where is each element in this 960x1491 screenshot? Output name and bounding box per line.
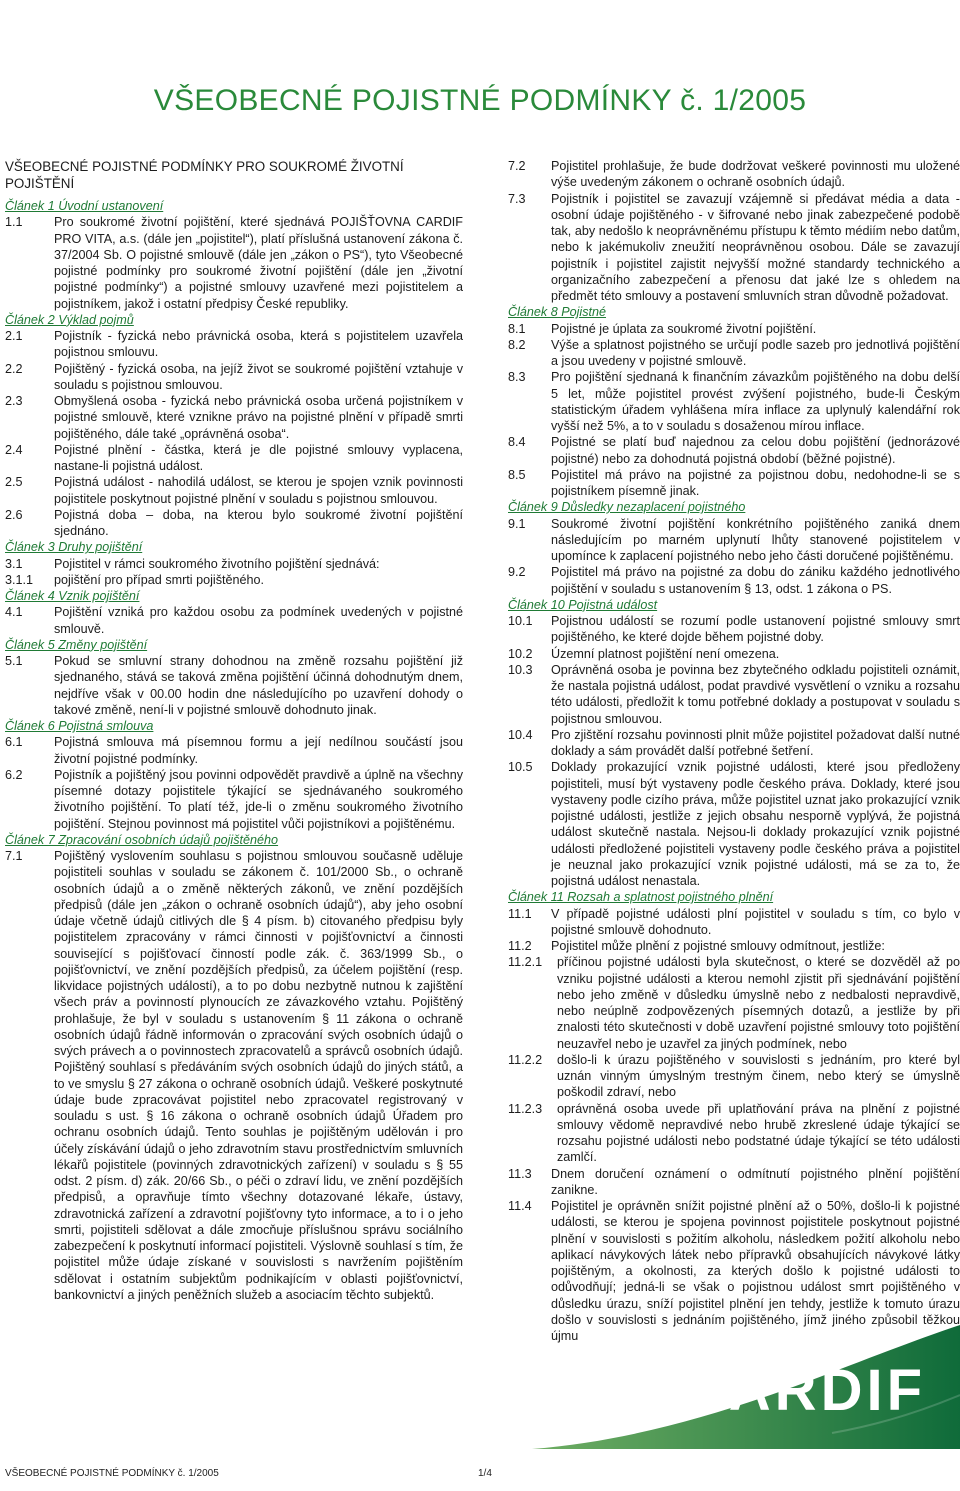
clause	[5, 556, 463, 572]
clause	[5, 507, 463, 540]
article-heading: Článek 9 Důsledky nezaplacení pojistného	[508, 500, 746, 515]
clause	[508, 158, 960, 191]
clause-text: Pro soukromé životní pojištění, které sjednává POJIŠŤOVNA CARDIF PRO VITA, a.s. (dále jen „pojistitel“), platí příslušná ustanovení zákona č. 37/2004 Sb. O pojistné smlouvě (dále jen „zákon o PS“), tyto Všeobecné pojistné podmínky pro soukromé životní pojištění (dále jen „životní pojistné podmínky“) a pojistné smlouvy uzavřené mezi pojistitelem a pojistníkem, jakož i ostatní předpisy České republiky.	[54, 215, 463, 311]
clause	[5, 604, 463, 637]
clause-number: 7.3	[508, 191, 526, 206]
clause	[5, 328, 463, 361]
clause-number: 8.1	[508, 321, 526, 336]
clause	[5, 214, 463, 312]
clause	[508, 954, 960, 1052]
clause-text: Pokud se smluvní strany dohodnou na změně rozsahu pojištění již sjednaného, stává se taková změna pojištění účinná dohodnutým dnem, nejdříve však v 00.00 hodin dne následujícího po uzavření dohody o takové změně, není-li v pojistné smlouvě dohodnuto jinak.	[54, 654, 463, 717]
logo-wordmark: CARDIF	[682, 1358, 926, 1423]
clause-text: Pojistné plnění - částka, která je dle pojistné smlouvy vyplacena, nastane-li pojistná událost.	[54, 442, 463, 473]
clause-number: 2.5	[5, 475, 23, 490]
document-subtitle: VŠEOBECNÉ POJISTNÉ PODMÍNKY PRO SOUKROMÉ ŽIVOTNÍ POJIŠTĚNÍ	[5, 159, 404, 191]
article-heading: Článek 10 Pojistná událost	[508, 597, 658, 612]
clause-number: 9.2	[508, 565, 526, 580]
cardif-logo	[512, 1325, 960, 1449]
article-heading: Článek 3 Druhy pojištění	[5, 540, 143, 555]
clause-text: Pojistitel prohlašuje, že bude dodržovat veškeré povinnosti mu uložené výše uvedeným zákonem o ochraně osobních údajů.	[551, 159, 960, 190]
clause	[508, 906, 960, 939]
clause	[5, 361, 463, 394]
clause-number: 2.3	[5, 394, 23, 408]
page-title: VŠEOBECNÉ POJISTNÉ PODMÍNKY č. 1/2005	[153, 84, 807, 117]
clause	[508, 1198, 960, 1344]
clause-text: Dnem doručení oznámení o odmítnutí pojistného plnění pojištění zanikne.	[551, 1166, 960, 1197]
clause	[508, 938, 960, 954]
clause	[508, 369, 960, 434]
clause-number: 8.3	[508, 370, 526, 385]
clause-text: příčinou pojistné události byla skutečnost, o které se dozvěděl až po vzniku pojistné události a kterou nemohl zjistit při sjednávání pojištění nebo jeho změně v důsledku úmyslně nebo z nedbalosti nepravdivě, nebo neúplně zodpovězených písemných dotazů, a jestliže by při znalosti této skutečnosti v době uzavření pojistné smlouvy toto pojištění neuzavřel nebo je uzavřel za jiných podmínek, nebo	[557, 955, 960, 1051]
clause-text: Soukromé životní pojištění konkrétního pojištěného zaniká dnem následujícím po marném uplynutí lhůty stanovené pojistitelem v upomínce k zaplacení pojistného nebo jeho části doručené pojištěnému.	[551, 516, 960, 563]
clause	[5, 767, 463, 832]
clause-text: Výše a splatnost pojistného se určují podle sazeb pro jednotlivá pojištění a jsou uvedeny v pojistné smlouvě.	[551, 337, 960, 368]
clause-text: Pojistitel je oprávněn snížit pojistné plnění až o 50%, došlo-li k pojistné události, se kterou je spojena povinnost pojistitele poskytnout pojistné plnění v souvislosti s požitím alkoholu, následkem požití alkoholu nebo aplikací návykových látek nebo přípravků obsahujících návykové látky pojištěným, a okolnosti, za kterých došlo k pojistné události to odůvodňují; jedná-li se však o pojistnou událost smrt pojištěného v důsledku úrazu, sníží pojistitel plnění jen tehdy, jestliže k tomuto úrazu došlo v souvislosti s jednáním pojištěného, jímž jiného způsobil těžkou újmu	[551, 1199, 960, 1343]
clause-text: Pro pojištění sjednaná k finančním závazkům pojištěného na dobu delší 5 let, může pojistitel provést zvýšení pojistného, bude-li Českým statistickým úřadem vyhlášena míra inflace za uplynulý kalendářní rok vyšší než 5%, a to v souladu s dosaženou mírou inflace.	[551, 370, 960, 433]
clause-text: Pojištěný vyslovením souhlasu s pojistnou smlouvou současně uděluje pojistiteli souhlas v souladu se zákonem č. 101/2000 Sb., o ochraně osobních údajů a o změně některých zákonů, ve znění pozdějších předpisů (dále jen „zákon o ochraně osobních údajů“), aby jeho osobní údaje včetně údajů citlivých dle § 4 písm. b) citovaného předpisu byly pojistitelem zpracovány v rámci činnosti v pojišťovnictví a činnosti související s pojišťovací činností podle zák. č. 363/1999 Sb., o pojišťovnictví, ve znění pozdějších předpisů, za účelem pojištění (resp. likvidace pojistných událostí), a to po dobu nezbytně nutnou k zajištění všech práv a povinností plynoucích ze závazkového vztahu. Pojištěný prohlašuje, že byl v souladu s ustanovením § 11 zákona o ochraně osobních údajů řádně informován o zpracování svých osobních údajů o svých právech a o povinnostech zpracovatelů a správců osobních údajů. Pojištěný souhlasí s předáváním svých osobních údajů do jiných států, a to ve smyslu § 27 zákona o ochraně osobních údajů. Veškeré poskytnuté údaje bude zpracovávat pojistitel nebo zpracovatel registrovaný v souladu s ust. § 16 zákona o ochraně osobních údajů Úřadem pro ochranu osobních údajů. Tento souhlas je pojištěným udělován i pro účely získávání údajů o jeho zdravotním stavu prostřednictvím smluvních lékařů pojistitele (povinných zdravotnických zařízení) v souladu s § 55 odst. 2 písm. d) zák. 20/66 Sb., o péči o zdraví lidu, ve znění pozdějších předpisů, a opravňuje tímto všechny dotazované lékaře, ústavy, zdravotnická zařízení a zdravotní pojišťovny tyto informace, a to i o jeho smrti, pojistiteli sdělovat a dále zmocňuje příslušnou správu sociálního zabezpečení k poskytnutí informací pojistiteli. Výslovně souhlasí s tím, že pojistitel může údaje získané v souvislosti s navržením pojištěním sdělovat i ostatním subjektům podnikajícím v oblasti pojišťovnictví, bankovnictví a jiných peněžních služeb a asociacím těchto subjektů.	[54, 849, 463, 1302]
clause	[508, 516, 960, 565]
clause-number: 5.1	[5, 654, 23, 668]
clause	[508, 321, 960, 337]
clause	[508, 646, 960, 662]
clause-number: 9.1	[508, 516, 526, 531]
clause-number: 6.2	[5, 767, 23, 782]
clause-number: 3.1.1	[5, 572, 34, 587]
clause	[5, 848, 463, 1303]
clause-number: 7.1	[5, 849, 23, 863]
clause	[508, 1166, 960, 1199]
clause-number: 2.2	[5, 361, 23, 376]
article-heading: Článek 11 Rozsah a splatnost pojistného plnění	[508, 890, 774, 905]
page-number: 1/4	[478, 1468, 492, 1479]
clause-number: 1.1	[5, 215, 23, 230]
clause	[508, 564, 960, 597]
clause	[508, 613, 960, 646]
clause-text: Pojistník - fyzická nebo právnická osoba, která s pojistitelem uzavřela pojistnou smlouvu.	[54, 329, 463, 360]
clause-number: 7.2	[508, 159, 526, 173]
clause-text: pojištění pro případ smrti pojištěného.	[54, 572, 265, 587]
clause-number: 4.1	[5, 605, 23, 620]
clause	[5, 393, 463, 442]
clause-number: 11.1	[508, 906, 532, 921]
clause-text: Doklady prokazující vznik pojistné události, které jsou předloženy pojistiteli, musí být vystaveny podle českého práva. Doklady, které jsou vystaveny podle cizího práva, může pojistitel uznat jako prokazující vznik pojistné události, jestliže z jejich obsahu nesporně vyplývá, že pojistná událost skutečně nastala. Nejsou-li doklady prokazující vznik pojistné události předložené pojistiteli vystaveny podle českého práva a pojistitel je neuznal jako prokazující vznik pojistné události, má se za to, že pojistná událost nenastala.	[551, 760, 960, 888]
clause-text: Pojistná událost - nahodilá událost, se kterou je spojen vznik povinnosti pojistitele poskytnout pojistné plnění v souladu s pojistnou smlouvou.	[54, 475, 463, 506]
clause-text: Pojistník a pojištěný jsou povinni odpovědět pravdivě a úplně na všechny písemné dotazy pojistitele týkající se sjednávaného soukromého životního pojištění. To platí též, jde-li o změnu soukromého životního pojištění. Stejnou povinnost má pojistitel vůči pojistníkovi a pojištěnému.	[54, 767, 463, 831]
clause-number: 11.3	[508, 1166, 532, 1181]
clause-number: 10.5	[508, 760, 533, 775]
clause-text: došlo-li k úrazu pojištěného v souvislosti s jednáním, pro které byl uznán vinným úmyslným trestným činem, nebo který se úmyslně poškodil zdraví, nebo	[557, 1052, 960, 1100]
article-heading: Článek 7 Zpracování osobních údajů pojištěného	[5, 832, 279, 847]
clause-number: 11.2	[508, 939, 532, 953]
clause-text: Pojištěný - fyzická osoba, na jejíž život se soukromé pojištění vztahuje v souladu s pojistnou smlouvou.	[54, 361, 463, 392]
clause	[508, 1101, 960, 1166]
clause-text: Pojistitel má právo na pojistné za pojistnou dobu, nedohodne-li se s pojistníkem písemně jinak.	[551, 467, 960, 498]
article-heading: Článek 8 Pojistné	[508, 305, 607, 320]
clause-text: Pojistné se platí buď najednou za celou dobu pojištění (jednorázové pojistné) nebo za dohodnutá pojistná období (běžné pojistné).	[551, 435, 960, 466]
clause-text: Pojistné je úplata za soukromé životní pojištění.	[551, 321, 817, 336]
clause	[508, 1052, 960, 1101]
clause-text: Pro zjištění rozsahu povinnosti plnit může pojistitel požadovat další nutné doklady a sám provádět další potřebné šetření.	[551, 727, 960, 758]
clause-number: 2.4	[5, 442, 23, 457]
clause	[5, 653, 463, 718]
clause	[5, 474, 463, 507]
clause-text: Pojištění vzniká pro každou osobu za podmínek uvedených v pojistné smlouvě.	[54, 605, 463, 636]
clause	[5, 442, 463, 475]
article-heading: Článek 6 Pojistná smlouva	[5, 719, 154, 733]
clause-text: Pojistnou událostí se rozumí podle ustanovení pojistné smlouvy smrt pojištěného, ke které dojde během pojistné doby.	[551, 614, 960, 645]
clause	[508, 662, 960, 727]
clause-number: 10.3	[508, 662, 533, 677]
clause-text: Obmyšlená osoba - fyzická nebo právnická osoba určená pojistníkem v pojistné smlouvě, které vznikne právo na pojistné plnění v případě smrti pojištěného, dále také „oprávněná osoba“.	[54, 394, 463, 441]
clause	[508, 467, 960, 500]
clause-number: 3.1	[5, 556, 23, 571]
clause	[508, 434, 960, 467]
article-heading: Článek 4 Vznik pojištění	[5, 589, 140, 603]
clause-text: Územní platnost pojištění není omezena.	[551, 646, 780, 661]
clause-number: 2.6	[5, 507, 23, 522]
clause-number: 6.1	[5, 735, 23, 750]
clause-number: 10.4	[508, 727, 533, 742]
left-column-items	[5, 198, 463, 1303]
article-heading: Článek 5 Změny pojištění	[5, 637, 148, 652]
clause	[5, 734, 463, 767]
clause-number: 10.1	[508, 614, 533, 628]
left-column	[5, 158, 463, 1303]
clause-text: Oprávněná osoba je povinna bez zbytečného odkladu pojistiteli oznámit, že nastala pojistná událost, podat pravdivé vysvětlení o vzniku a rozsahu této události, předložit k tomu potřebné doklady a postupovat v souladu s pojistnou smlouvou.	[551, 662, 960, 726]
clause-text: Pojistná doba – doba, na kterou bylo soukromé životní pojištění sjednáno.	[54, 507, 463, 538]
clause-number: 11.2.2	[508, 1052, 543, 1067]
article-heading: Článek 2 Výklad pojmů	[5, 312, 134, 327]
clause-number: 8.5	[508, 467, 526, 482]
article-heading: Článek 1 Úvodní ustanovení	[5, 199, 164, 213]
clause-text: Pojistná smlouva má písemnou formu a její nedílnou součástí jsou životní pojistné podmínky.	[54, 735, 463, 766]
footer-title: VŠEOBECNÉ POJISTNÉ PODMÍNKY č. 1/2005	[5, 1468, 219, 1479]
clause-number: 8.4	[508, 435, 526, 450]
clause-number: 2.1	[5, 329, 23, 343]
clause-number: 8.2	[508, 337, 526, 352]
right-column-items	[508, 158, 960, 1344]
clause-text: oprávněná osoba uvede při uplatňování práva na plnění z pojistné smlouvy vědomě nepravdivé nebo hrubě zkreslené údaje týkající se rozsahu pojistné události nebo podstatné údaje týkající se této události zamlčí.	[557, 1101, 960, 1165]
clause-text: Pojistitel může plnění z pojistné smlouvy odmítnout, jestliže:	[551, 939, 885, 953]
clause	[508, 191, 960, 305]
clause-text: Pojistitel v rámci soukromého životního pojištění sjednává:	[54, 556, 380, 571]
clause-number: 10.2	[508, 646, 533, 661]
clause-number: 11.4	[508, 1199, 532, 1213]
clause-number: 11.2.3	[508, 1101, 543, 1116]
clause	[508, 337, 960, 370]
right-column	[508, 158, 960, 1344]
clause-text: Pojistník i pojistitel se zavazují vzájemně si předávat média a data - osobní údaje pojištěného - v šifrované nebo jinak zabezpečené podobě tak, aby nedošlo k neoprávněnému přístupu k těmto médiím nebo datům, nebo k jakémukoliv zneužití neoprávněnou osobou. Dále se zavazují pojistník i pojistitel zajistit nejvyšší možné standardy technického a organizačního zabezpečení a přenosu dat jaké lze s ohledem na předmět této smlouvy a postavení smluvních stran důvodně požadovat.	[551, 191, 960, 303]
clause-text: V případě pojistné události plní pojistitel v souladu s tím, co bylo v pojistné smlouvě dohodnuto.	[551, 906, 960, 937]
clause	[508, 727, 960, 760]
clause-text: Pojistitel má právo na pojistné za dobu do zániku každého jednotlivého pojištění v souladu s ustanovením § 13, odst. 1 zákona o PS.	[551, 565, 960, 596]
clause	[5, 572, 463, 588]
clause	[508, 759, 960, 889]
clause-number: 11.2.1	[508, 955, 543, 970]
